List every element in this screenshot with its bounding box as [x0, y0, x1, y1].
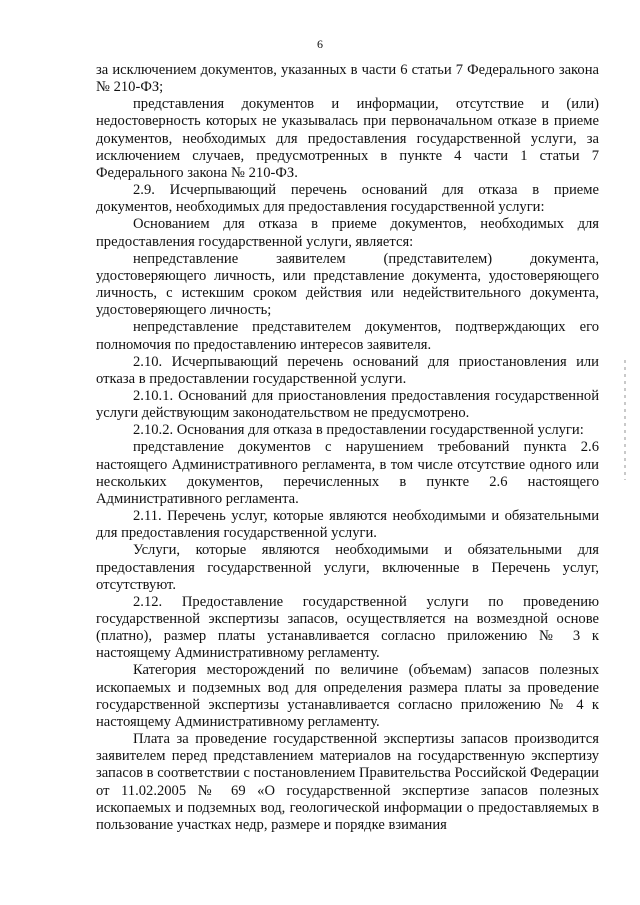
paragraph-1: за исключением документов, указанных в части 6 статьи 7 Федерального закона № 210-ФЗ;: [96, 62, 599, 96]
paragraph-14: Категория месторождений по величине (объемам) запасов полезных ископаемых и подземных вод для определения размера платы за проведение государственной экспертизы устанавливается согласно приложению № 4 к настоящему Административному регламенту.: [96, 662, 599, 730]
paragraph-6: непредставление представителем документов, подтверждающих его полномочия по предоставлению интересов заявителя.: [96, 319, 599, 353]
paragraph-7: 2.10. Исчерпывающий перечень оснований для приостановления или отказа в предоставлении государственной услуги.: [96, 353, 599, 387]
paragraph-4: Основанием для отказа в приеме документов, необходимых для предоставления государственной услуги, является:: [96, 216, 599, 250]
paragraph-11: 2.11. Перечень услуг, которые являются необходимыми и обязательными для предоставления государственной услуги.: [96, 508, 599, 542]
paragraph-2: представления документов и информации, отсутствие и (или) недостоверность которых не указывалась при первоначальном отказе в приеме документов, необходимых для предоставления государственной услуги, за исключением случаев, предусмотренных в пункте 4 части 1 статьи 7 Федерального закона № 210-ФЗ.: [96, 96, 599, 181]
paragraph-9: 2.10.2. Основания для отказа в предоставлении государственной услуги:: [133, 422, 584, 439]
page-number: 6: [317, 37, 323, 51]
paragraph-10: представление документов с нарушением требований пункта 2.6 настоящего Административного регламента, в том числе отсутствие одного или нескольких документов, перечисленных в пункте 2.6 настоящего Административного регламента.: [96, 439, 599, 507]
paragraph-5: непредставление заявителем (представителем) документа, удостоверяющего личность, или представление документа, удостоверяющего личность, с истекшим сроком действия или недействительного документа, удостоверяющего личность;: [96, 250, 599, 319]
scan-margin-mark: [624, 360, 626, 480]
paragraph-12: Услуги, которые являются необходимыми и обязательными для предоставления государственной услуги, включенные в Перечень услуг, отсутствуют.: [96, 542, 599, 593]
document-body: [96, 62, 599, 834]
paragraph-15: Плата за проведение государственной экспертизы запасов производится заявителем перед представлением материалов на государственную экспертизу запасов в соответствии с постановлением Правительства Российской Федерации от 11.02.2005 № 69 «О государственной экспертизе запасов полезных ископаемых и подземных вод, геологической информации о предоставляемых в пользование участках недр, размере и порядке взимания: [96, 731, 599, 833]
paragraph-8: 2.10.1. Оснований для приостановления предоставления государственной услуги действующим законодательством не предусмотрено.: [96, 387, 599, 422]
paragraph-3: 2.9. Исчерпывающий перечень оснований для отказа в приеме документов, необходимых для предоставления государственной услуги:: [96, 182, 599, 216]
paragraph-13: 2.12. Предоставление государственной услуги по проведению государственной экспертизы запасов, осуществляется на возмездной основе (платно), размер платы устанавливается согласно приложению № 3 к настоящему Административному регламенту.: [96, 593, 599, 662]
